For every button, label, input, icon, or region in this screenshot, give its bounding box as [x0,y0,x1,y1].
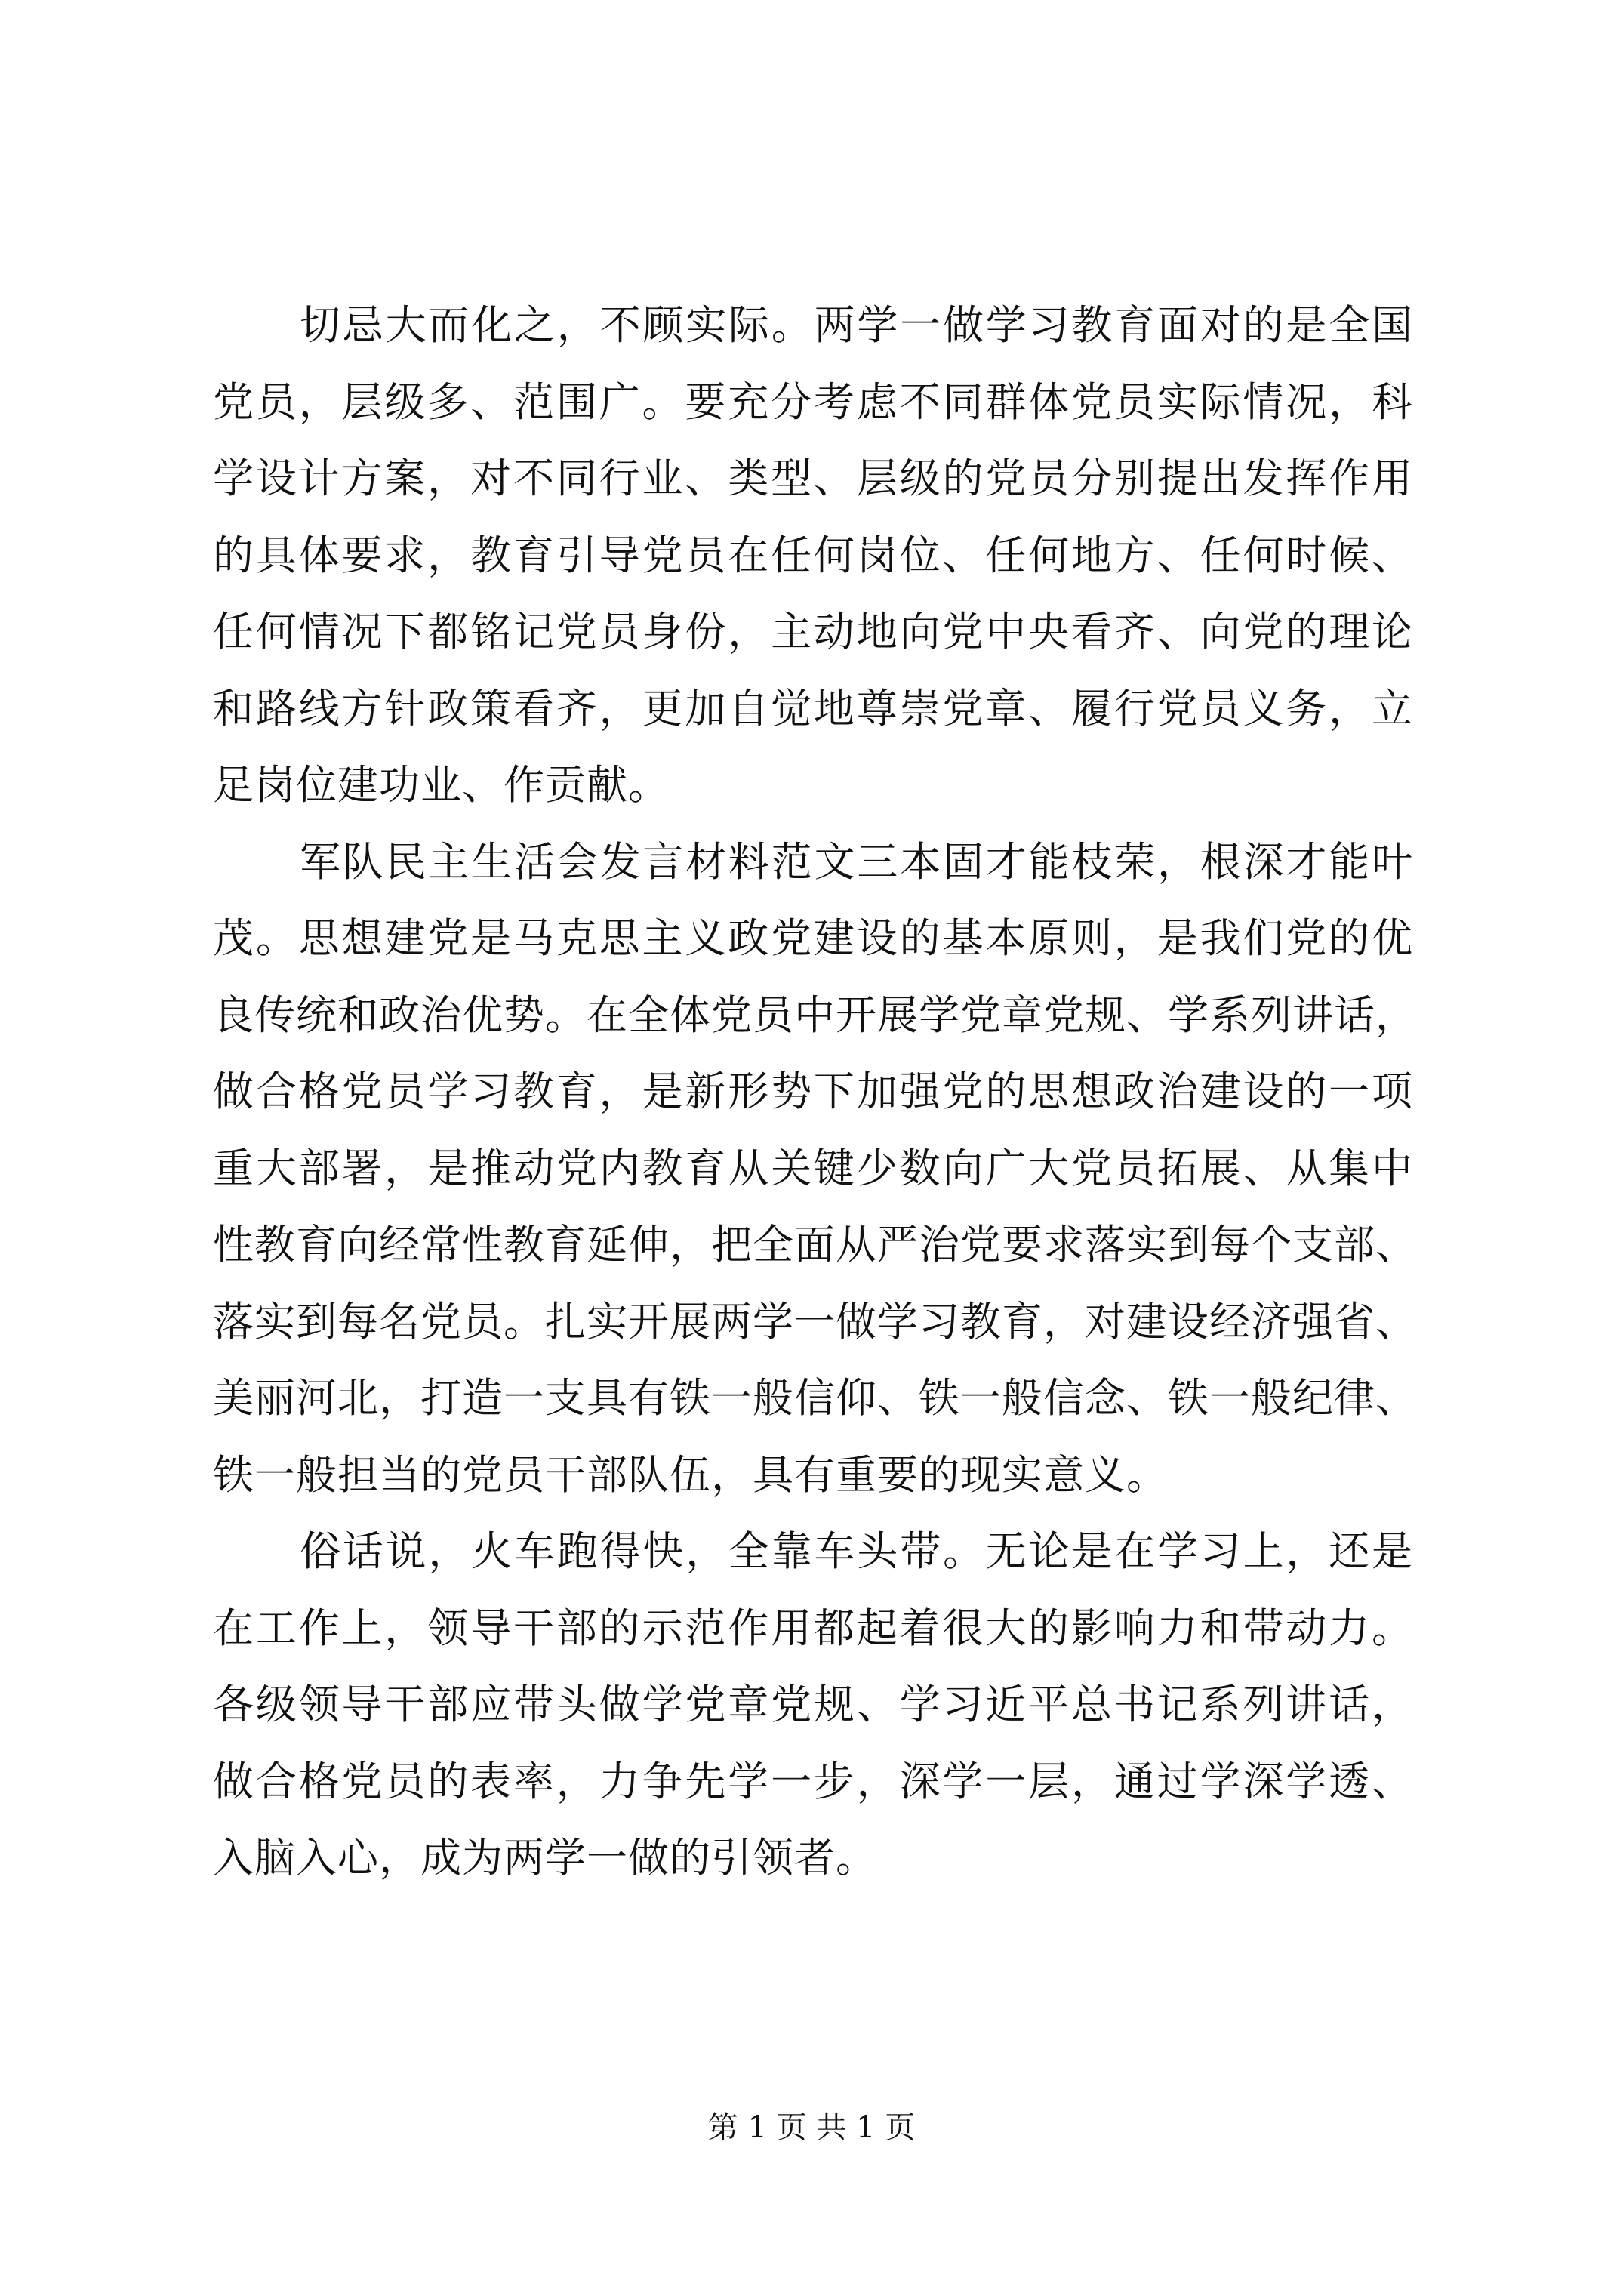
paragraph-line: 良传统和政治优势。在全体党员中开展学党章党规、学系列讲话， [213,991,1417,1039]
paragraph-line: 的具体要求，教育引导党员在任何岗位、任何地方、任何时候、 [213,531,1413,579]
paragraph-line: 和路线方针政策看齐，更加自觉地尊崇党章、履行党员义务，立 [213,684,1413,732]
paragraph-line: 任何情况下都铭记党员身份，主动地向党中央看齐、向党的理论 [213,608,1413,655]
paragraph-line: 性教育向经常性教育延伸，把全面从严治党要求落实到每个支部、 [213,1221,1417,1268]
paragraph-3 [213,1513,1413,1897]
document-body [213,287,1417,1897]
paragraph-1 [213,287,1413,824]
paragraph-2 [213,824,1417,1514]
paragraph-line: 足岗位建功业、作贡献。 [213,761,670,809]
paragraph-line: 俗话说，火车跑得快，全靠车头带。无论是在学习上，还是 [300,1527,1413,1575]
page-number-footer: 第 1 页 共 1 页 [707,2110,916,2145]
paragraph-line: 重大部署，是推动党内教育从关键少数向广大党员拓展、从集中 [213,1144,1413,1192]
paragraph-line: 切忌大而化之，不顾实际。两学一做学习教育面对的是全国 [300,301,1413,349]
paragraph-line: 做合格党员学习教育，是新形势下加强党的思想政治建设的一项 [213,1068,1413,1115]
paragraph-line: 军队民主生活会发言材料范文三本固才能枝荣，根深才能叶 [300,837,1413,886]
paragraph-line: 铁一般担当的党员干部队伍，具有重要的现实意义。 [213,1450,1168,1499]
paragraph-line: 美丽河北，打造一支具有铁一般信仰、铁一般信念、铁一般纪律、 [213,1374,1417,1422]
paragraph-line: 各级领导干部应带头做学党章党规、学习近平总书记系列讲话， [213,1681,1413,1728]
paragraph-line: 落实到每名党员。扎实开展两学一做学习教育，对建设经济强省、 [213,1297,1417,1345]
paragraph-line: 入脑入心，成为两学一做的引领者。 [213,1834,877,1881]
paragraph-line: 做合格党员的表率，力争先学一步，深学一层，通过学深学透、 [213,1757,1413,1805]
paragraph-line: 学设计方案，对不同行业、类型、层级的党员分别提出发挥作用 [213,455,1413,502]
paragraph-line: 党员，层级多、范围广。要充分考虑不同群体党员实际情况，科 [213,378,1413,426]
paragraph-line: 在工作上，领导干部的示范作用都起着很大的影响力和带动力。 [213,1604,1413,1652]
paragraph-line: 茂。思想建党是马克思主义政党建设的基本原则，是我们党的优 [213,914,1413,962]
